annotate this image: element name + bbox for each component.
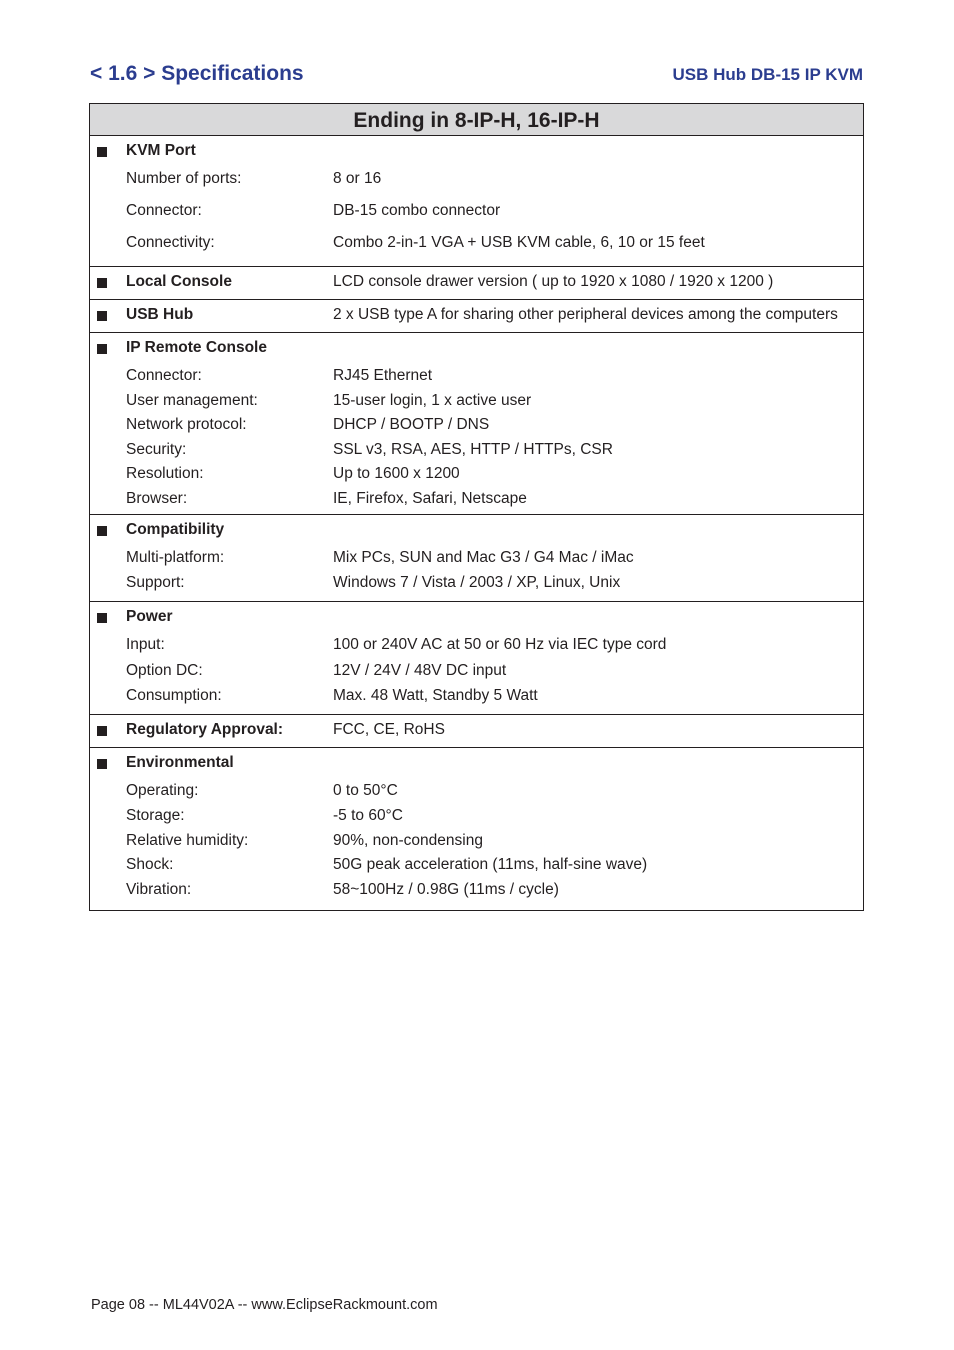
section-heading: Environmental bbox=[126, 754, 234, 771]
spec-label: Shock: bbox=[126, 856, 174, 873]
spec-row bbox=[90, 389, 863, 414]
square-bullet-icon bbox=[97, 147, 107, 157]
spec-label: Resolution: bbox=[126, 465, 204, 482]
spec-section bbox=[90, 299, 863, 332]
spec-value: Windows 7 / Vista / 2003 / XP, Linux, Unix bbox=[333, 574, 621, 591]
spec-row bbox=[90, 438, 863, 463]
square-bullet-icon bbox=[97, 311, 107, 321]
spec-label: Connectivity: bbox=[126, 234, 215, 251]
page-title: < 1.6 > Specifications bbox=[90, 62, 304, 85]
spec-label: Connector: bbox=[126, 367, 202, 384]
spec-row bbox=[90, 199, 863, 231]
square-bullet-icon bbox=[97, 344, 107, 354]
square-bullet-icon bbox=[97, 613, 107, 623]
spec-label: User management: bbox=[126, 391, 258, 409]
spec-table bbox=[89, 103, 864, 911]
section-heading-value: LCD console drawer version ( up to 1920 x 1080 / 1920 x 1200 ) bbox=[333, 273, 774, 290]
section-heading: USB Hub bbox=[126, 306, 194, 323]
spec-label: Number of ports: bbox=[126, 170, 242, 187]
section-heading: Regulatory Approval: bbox=[126, 721, 284, 738]
spec-section bbox=[90, 601, 863, 714]
spec-row bbox=[90, 659, 863, 684]
section-heading-row bbox=[90, 718, 863, 743]
spec-section bbox=[90, 332, 863, 514]
spec-section bbox=[90, 266, 863, 299]
spec-value: Up to 1600 x 1200 bbox=[333, 465, 460, 482]
section-heading-row bbox=[90, 518, 863, 546]
spec-value: 100 or 240V AC at 50 or 60 Hz via IEC type cord bbox=[333, 636, 667, 653]
spec-row bbox=[90, 364, 863, 389]
spec-label: Consumption: bbox=[126, 687, 222, 704]
spec-value: 50G peak acceleration (11ms, half-sine wave) bbox=[333, 856, 648, 873]
spec-section bbox=[90, 714, 863, 747]
spec-label: Connector: bbox=[126, 202, 202, 219]
spec-label: Browser: bbox=[126, 489, 188, 507]
spec-label: Security: bbox=[126, 440, 187, 458]
spec-label: Support: bbox=[126, 574, 185, 591]
spec-row bbox=[90, 413, 863, 438]
spec-section bbox=[90, 136, 863, 266]
section-heading: Compatibility bbox=[126, 521, 225, 538]
spec-value: IE, Firefox, Safari, Netscape bbox=[333, 489, 527, 507]
spec-label: Operating: bbox=[126, 782, 199, 799]
spec-value: DHCP / BOOTP / DNS bbox=[333, 416, 490, 433]
spec-value: Mix PCs, SUN and Mac G3 / G4 Mac / iMac bbox=[333, 549, 634, 566]
spec-row bbox=[90, 804, 863, 829]
spec-value: Combo 2-in-1 VGA + USB KVM cable, 6, 10 or 15 feet bbox=[333, 234, 705, 251]
spec-label: Network protocol: bbox=[126, 416, 247, 433]
square-bullet-icon bbox=[97, 278, 107, 288]
spec-row bbox=[90, 231, 863, 262]
spec-row bbox=[90, 167, 863, 199]
spec-sections bbox=[90, 136, 863, 910]
section-heading-row bbox=[90, 303, 863, 328]
product-title: USB Hub DB-15 IP KVM bbox=[672, 65, 863, 84]
section-heading-value: 2 x USB type A for sharing other peripheral devices among the computers bbox=[333, 306, 838, 323]
table-title: Ending in 8-IP-H, 16-IP-H bbox=[90, 104, 863, 136]
spec-label: Input: bbox=[126, 636, 165, 653]
spec-value: 8 or 16 bbox=[333, 170, 382, 187]
spec-row bbox=[90, 571, 863, 596]
square-bullet-icon bbox=[97, 726, 107, 736]
spec-value: 58~100Hz / 0.98G (11ms / cycle) bbox=[333, 880, 559, 898]
spec-row bbox=[90, 829, 863, 854]
section-heading-row bbox=[90, 139, 863, 167]
spec-label: Vibration: bbox=[126, 880, 192, 898]
spec-value: -5 to 60°C bbox=[333, 807, 403, 824]
spec-row bbox=[90, 779, 863, 804]
spec-row bbox=[90, 462, 863, 487]
square-bullet-icon bbox=[97, 759, 107, 769]
section-heading: IP Remote Console bbox=[126, 339, 267, 356]
spec-value: DB-15 combo connector bbox=[333, 202, 501, 219]
spec-row bbox=[90, 853, 863, 878]
section-heading-value: FCC, CE, RoHS bbox=[333, 721, 445, 738]
square-bullet-icon bbox=[97, 526, 107, 536]
section-heading: Power bbox=[126, 608, 173, 625]
spec-value: 15-user login, 1 x active user bbox=[333, 391, 532, 409]
spec-value: 12V / 24V / 48V DC input bbox=[333, 662, 507, 679]
section-heading-row bbox=[90, 605, 863, 633]
spec-label: Storage: bbox=[126, 807, 185, 824]
spec-value: Max. 48 Watt, Standby 5 Watt bbox=[333, 687, 538, 704]
section-heading: Local Console bbox=[126, 273, 232, 290]
spec-label: Option DC: bbox=[126, 662, 203, 679]
spec-value: RJ45 Ethernet bbox=[333, 367, 433, 384]
spec-value: 90%, non-condensing bbox=[333, 831, 483, 849]
spec-row bbox=[90, 633, 863, 659]
spec-row bbox=[90, 487, 863, 512]
section-heading-row bbox=[90, 336, 863, 364]
spec-value: 0 to 50°C bbox=[333, 782, 398, 799]
spec-label: Relative humidity: bbox=[126, 831, 249, 849]
spec-row bbox=[90, 546, 863, 571]
spec-section bbox=[90, 747, 863, 910]
spec-row bbox=[90, 878, 863, 903]
section-heading-row bbox=[90, 751, 863, 779]
spec-value: SSL v3, RSA, AES, HTTP / HTTPs, CSR bbox=[333, 440, 613, 458]
page-footer: Page 08 -- ML44V02A -- www.EclipseRackmount.com bbox=[91, 1297, 438, 1313]
section-heading-row bbox=[90, 270, 863, 295]
spec-label: Multi-platform: bbox=[126, 549, 225, 566]
spec-section bbox=[90, 514, 863, 601]
section-heading: KVM Port bbox=[126, 142, 196, 159]
spec-row bbox=[90, 684, 863, 708]
